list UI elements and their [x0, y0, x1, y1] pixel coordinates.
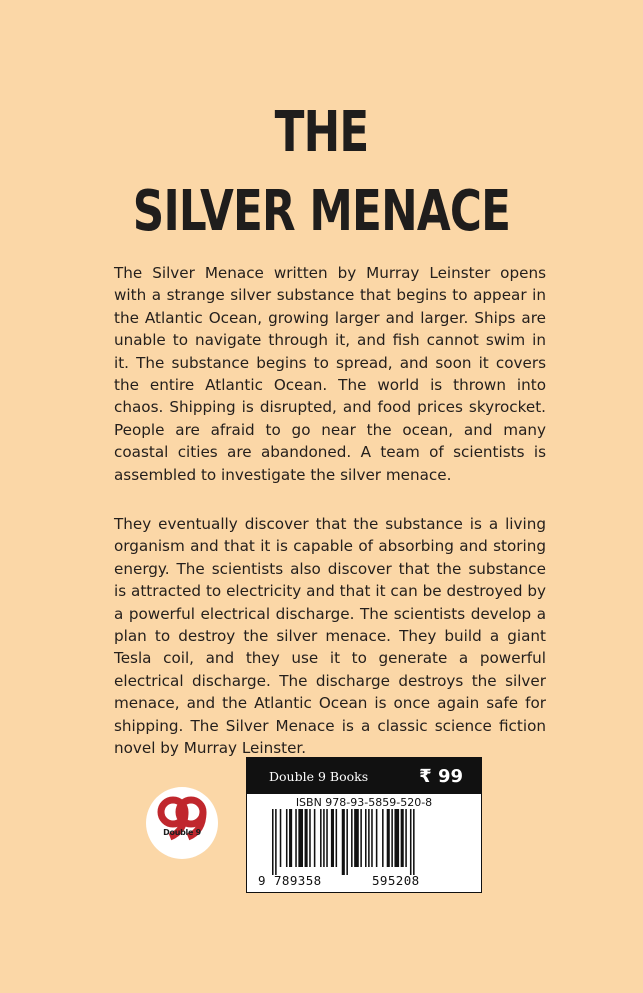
double-9-logo-icon: [146, 787, 218, 859]
blurb-paragraph-1: The Silver Menace written by Murray Leinster opens with a strange silver substance that begins to appear in the Atlantic Ocean, growing larger and larger. Ships are unable to navigate through it, and fish cannot swim in it. The substance begins to spread, and soon it covers the entire Atlantic Ocean. The world is thrown into chaos. Shipping is disrupted, and food prices skyrocket. People are afraid to go near the ocean, and many coastal cities are abandoned. A team of scientists is assembled to investigate the silver menace.: [114, 264, 546, 484]
barcode-panel: [246, 757, 482, 893]
publisher-logo: [146, 787, 218, 859]
barcode-digit-first: 9: [258, 873, 266, 888]
barcode-digit-group-1: 789358: [274, 873, 322, 888]
title-line-1: THE: [274, 100, 369, 165]
barcode-header: [247, 758, 481, 794]
isbn-label: ISBN 978-93-5859-520-8: [295, 796, 433, 809]
logo-text: Double 9: [163, 828, 201, 837]
title-line-2: SILVER MENACE: [132, 179, 511, 244]
price-label: ₹ 99: [419, 765, 463, 787]
publisher-name: Double 9 Books: [269, 768, 369, 784]
barcode-bars: [272, 809, 462, 879]
barcode-digit-group-2: 595208: [372, 873, 420, 888]
blurb-paragraph-2: They eventually discover that the substance is a living organism and that it is capable of absorbing and storing energy. The scientists also discover that the substance is attracted to electricity and that it can be destroyed by a powerful electrical discharge. The scientists develop a plan to destroy the silver menace. They build a giant Tesla coil, and they use it to generate a powerful electrical discharge. The discharge destroys the silver menace, and the Atlantic Ocean is once again safe for shipping. The Silver Menace is a classic science fiction novel by Murray Leinster.: [114, 515, 546, 758]
